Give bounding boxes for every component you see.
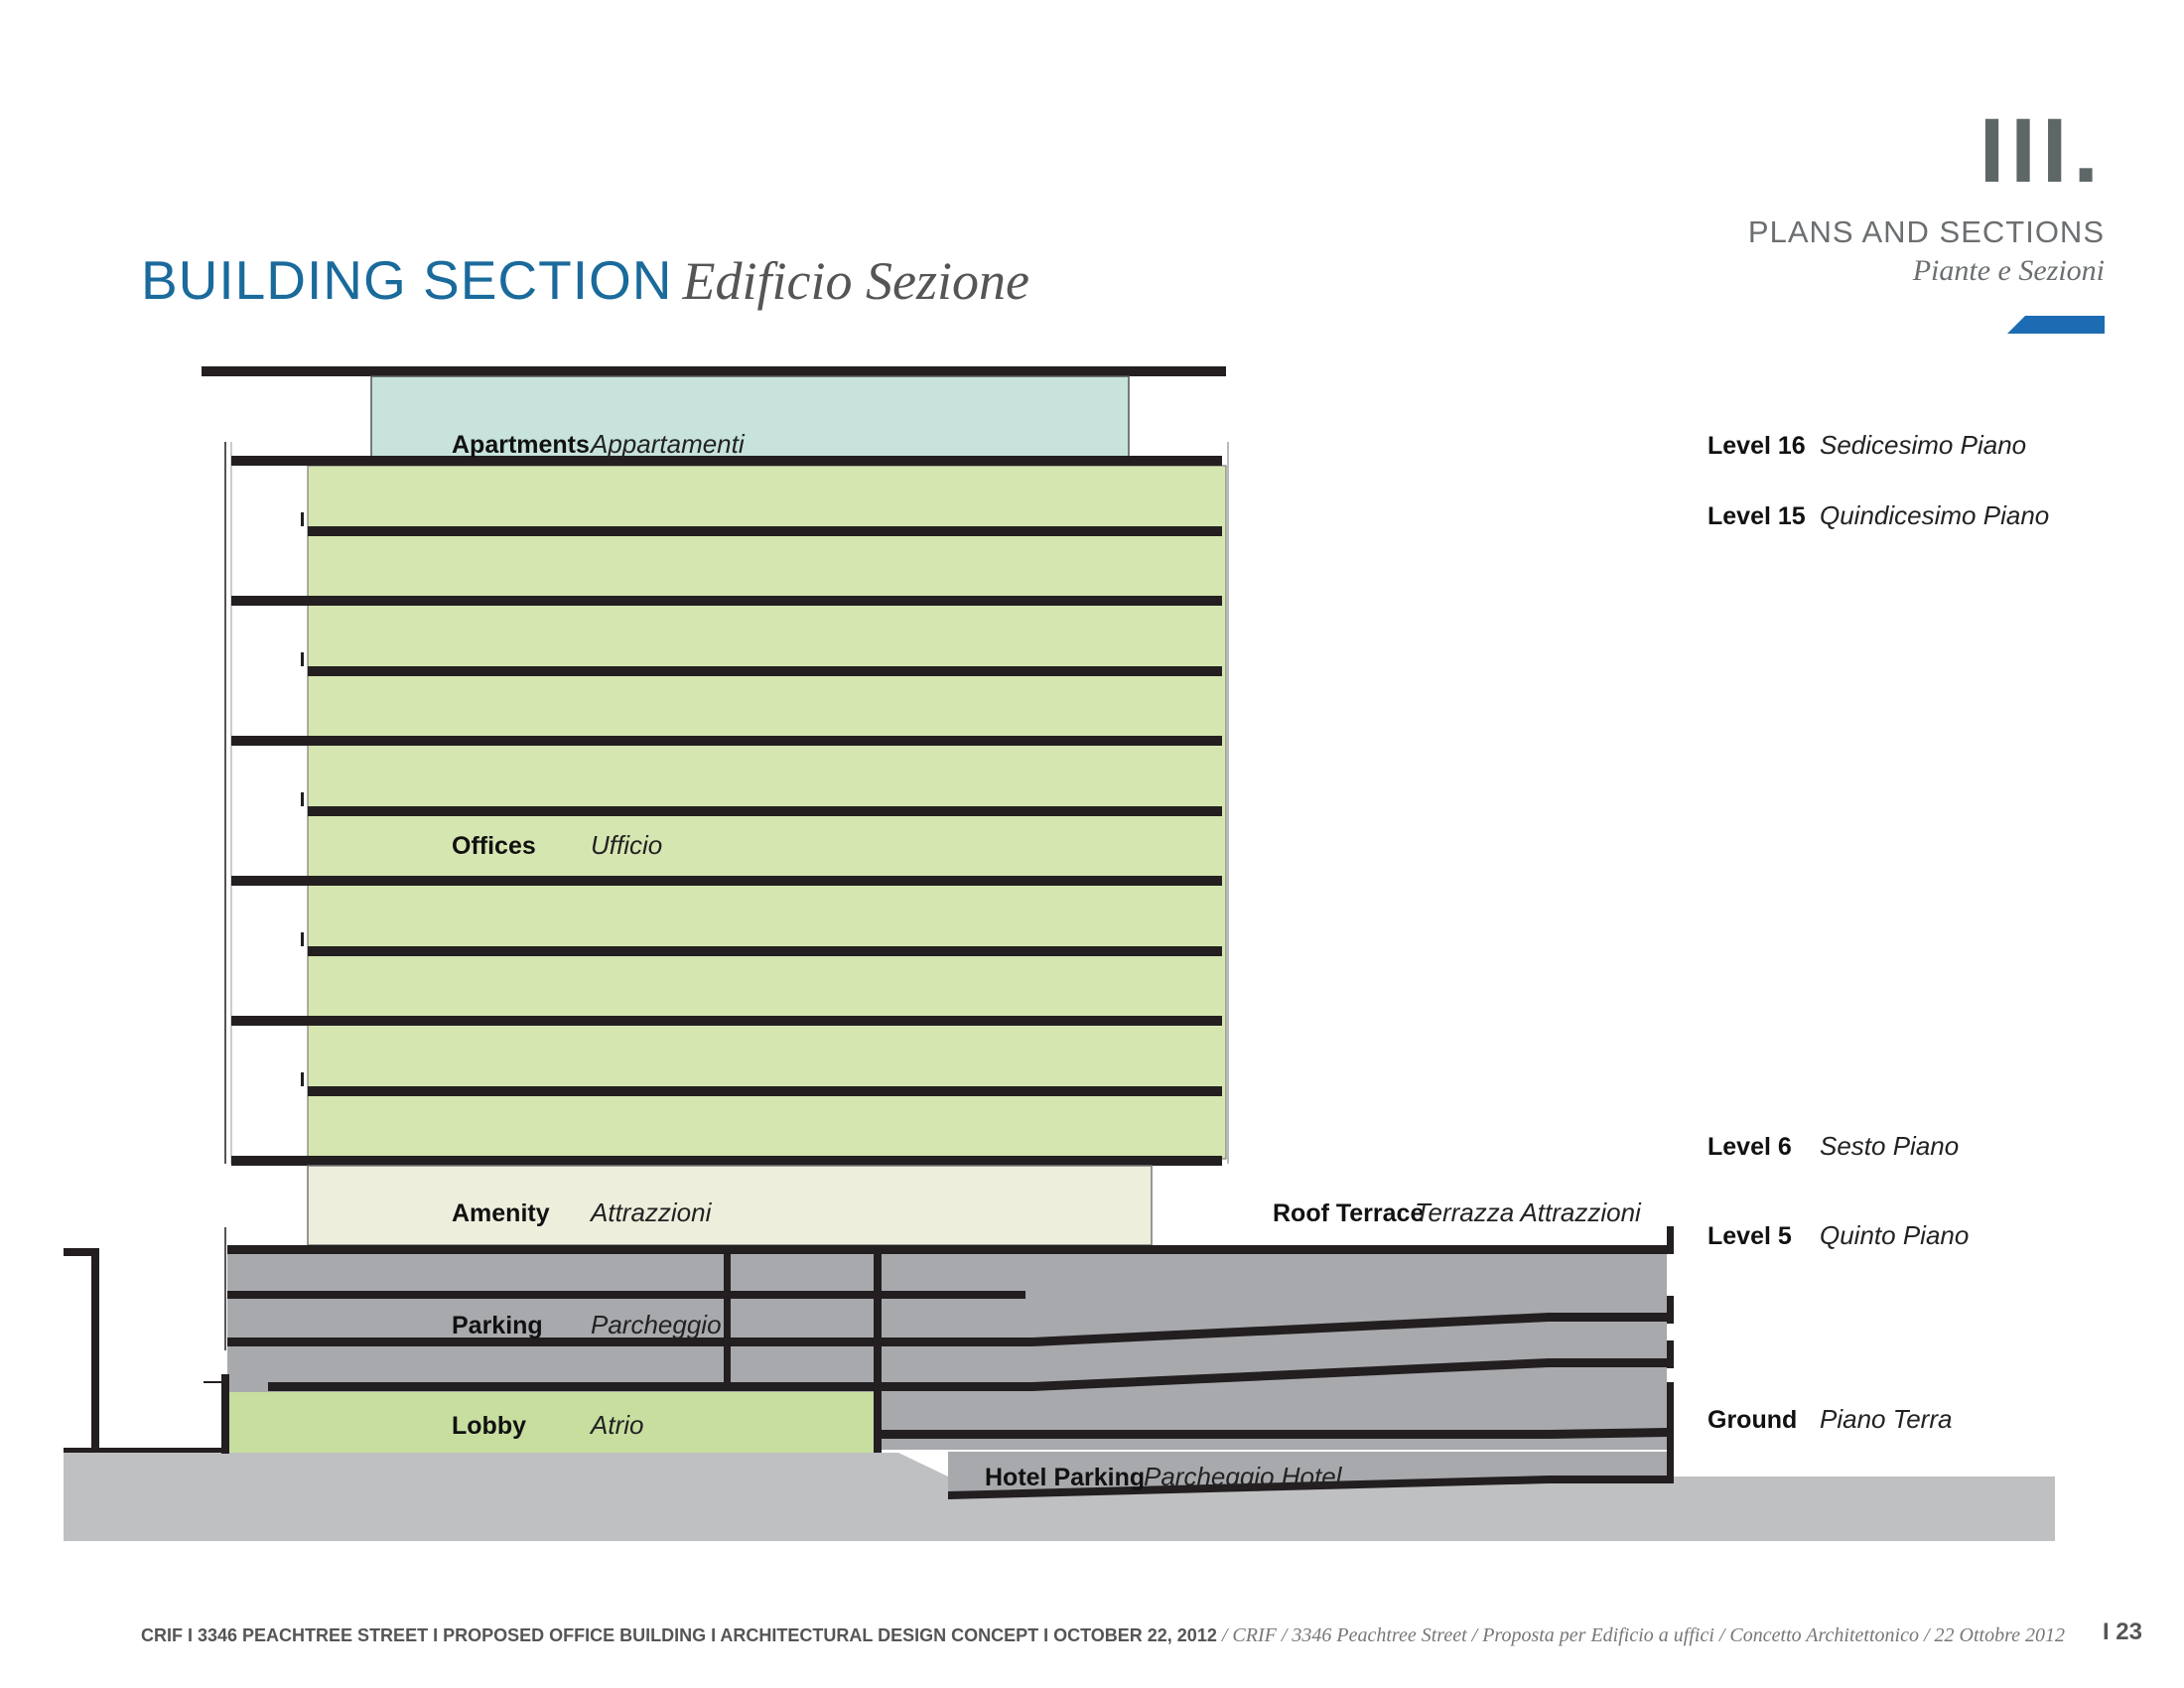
amenity-label-italian: Attrazzioni bbox=[591, 1197, 712, 1227]
footer-english: CRIF I 3346 PEACHTREE STREET I PROPOSED OFFICE BUILDING I ARCHITECTURAL DESIGN CONCEPT I OCTOBER 22, 2012 bbox=[141, 1625, 1217, 1645]
level-label-italian: Quinto Piano bbox=[1820, 1220, 1970, 1250]
ground-line bbox=[64, 1448, 228, 1453]
level-label: Level 6 bbox=[1707, 1133, 1792, 1161]
lobby-label-italian: Atrio bbox=[591, 1410, 644, 1440]
amenity-volume bbox=[308, 1166, 1152, 1245]
hotel-parking-label-italian: Parcheggio Hotel bbox=[1144, 1462, 1342, 1491]
apartments-label: Apartments bbox=[452, 431, 590, 459]
floor-slab bbox=[231, 736, 1222, 746]
mullion-tick bbox=[301, 792, 304, 806]
hotel-parking-label: Hotel Parking bbox=[985, 1464, 1146, 1491]
floor-slab bbox=[308, 806, 1222, 816]
chapter-title: PLANS AND SECTIONS bbox=[1747, 214, 2105, 249]
edge-wall bbox=[1667, 1340, 1674, 1368]
level-label-italian: Sedicesimo Piano bbox=[1820, 430, 2027, 460]
edge-wall bbox=[1667, 1382, 1674, 1483]
roof-slab bbox=[202, 366, 1226, 376]
roof-terrace-label-italian: Terrazza Attrazzioni bbox=[1415, 1197, 1641, 1227]
level-label: Ground bbox=[1707, 1406, 1798, 1434]
roof-terrace-slab bbox=[227, 1245, 1671, 1254]
floor-slab bbox=[231, 596, 1222, 606]
page-number: I 23 bbox=[2102, 1618, 2142, 1645]
floor-slab bbox=[308, 666, 1222, 676]
mullion-tick bbox=[301, 512, 304, 526]
chapter-number: III. bbox=[1979, 100, 2105, 202]
level-label: Level 16 bbox=[1707, 432, 1806, 460]
mullion-tick bbox=[301, 1072, 304, 1086]
level-label-italian: Quindicesimo Piano bbox=[1820, 500, 2050, 530]
retaining-wall bbox=[91, 1248, 99, 1452]
level-label-italian: Sesto Piano bbox=[1820, 1131, 1960, 1161]
page-title-english: BUILDING SECTION bbox=[141, 249, 673, 311]
offices-label-italian: Ufficio bbox=[591, 830, 663, 860]
parking-slab bbox=[227, 1291, 1025, 1299]
level-label: Level 15 bbox=[1707, 502, 1806, 530]
footer bbox=[141, 1624, 2065, 1647]
chapter-title-italian: Piante e Sezioni bbox=[1912, 254, 2105, 287]
lobby-label: Lobby bbox=[452, 1412, 526, 1440]
floor-slab bbox=[231, 1156, 1222, 1166]
level-label: Level 5 bbox=[1707, 1222, 1792, 1250]
page-title-italian: Edificio Sezione bbox=[682, 251, 1029, 311]
apartments-label-italian: Appartamenti bbox=[591, 429, 745, 459]
parking-label: Parking bbox=[452, 1312, 543, 1339]
offices-label: Offices bbox=[452, 832, 536, 860]
structural-column bbox=[724, 1254, 731, 1383]
floor-slab bbox=[231, 1016, 1222, 1026]
lobby-wall bbox=[221, 1374, 229, 1454]
floor-slab bbox=[308, 526, 1222, 536]
structural-column bbox=[874, 1254, 882, 1453]
floor-slab bbox=[308, 946, 1222, 956]
mullion-tick bbox=[301, 932, 304, 946]
parking-label-italian: Parcheggio bbox=[591, 1310, 722, 1339]
mullion-tick bbox=[301, 652, 304, 666]
floor-slab bbox=[308, 1086, 1222, 1096]
floor-slab bbox=[231, 876, 1222, 886]
lobby-volume bbox=[227, 1392, 878, 1453]
chapter-accent-bar bbox=[2007, 316, 2105, 334]
amenity-label: Amenity bbox=[452, 1199, 550, 1227]
parapet-wall bbox=[1667, 1226, 1674, 1254]
level-label-italian: Piano Terra bbox=[1820, 1404, 1953, 1434]
edge-wall bbox=[1667, 1296, 1674, 1324]
footer-italian: / CRIF / 3346 Peachtree Street / Proposta per Edificio a uffici / Concetto Architettonico / 22 Ottobre 2012 bbox=[1221, 1624, 2065, 1646]
roof-terrace-label: Roof Terrace bbox=[1273, 1199, 1425, 1227]
